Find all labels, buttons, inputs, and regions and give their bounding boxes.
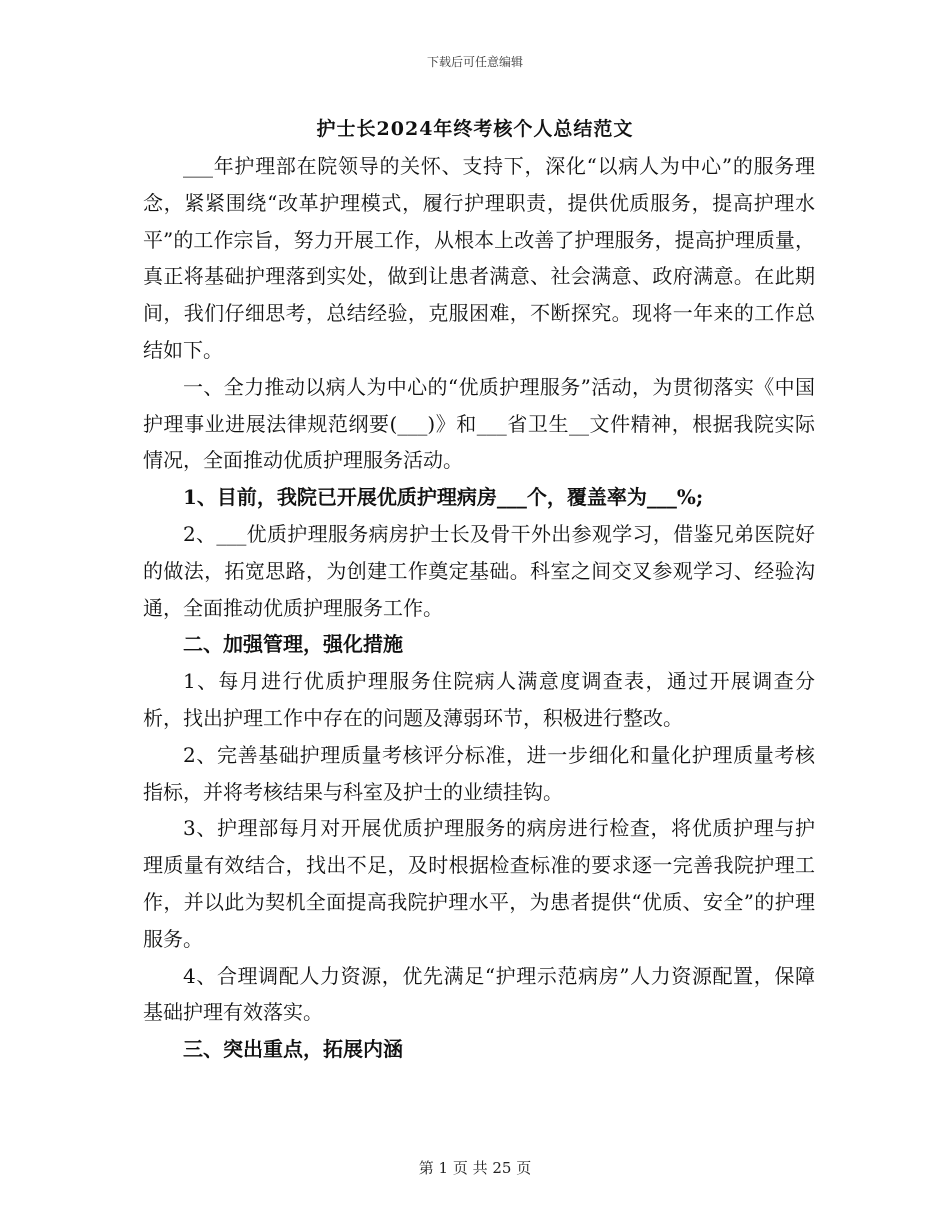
paragraph-item-1-2: 2、___优质护理服务病房护士长及骨干外出参观学习，借鉴兄弟医院好的做法，拓宽思路，为创建工作奠定基础。科室之间交叉参观学习、经验沟通，全面推动优质护理服务工作。 [143,521,815,620]
document-body [143,148,815,1068]
header-note: 下载后可任意编辑 [426,55,523,69]
paragraph-item-2-2: 2、完善基础护理质量考核评分标准，进一步细化和量化护理质量考核指标，并将考核结果与科室及护士的业绩挂钩。 [143,742,815,804]
section-heading-3: 三、突出重点，拓展内涵 [183,1037,403,1062]
page-number: 第 1 页 共 25 页 [418,1159,532,1177]
paragraph-item-2-3: 3、护理部每月对开展优质护理服务的病房进行检查，将优质护理与护理质量有效结合，找出不足，及时根据检查标准的要求逐一完善我院护理工作，并以此为契机全面提高我院护理水平，为患者提供“优质、安全”的护理服务。 [143,816,815,951]
paragraph-item-2-1: 1、每月进行优质护理服务住院病人满意度调查表，通过开展调查分析，找出护理工作中存在的问题及薄弱环节，积极进行整改。 [143,669,815,730]
paragraph-section-1: 一、全力推动以病人为中心的“优质护理服务”活动，为贯彻落实《中国护理事业进展法律规范纲要(___)》和___省卫生__文件精神，根据我院实际情况，全面推动优质护理服务活动。 [143,374,815,473]
section-heading-2: 二、加强管理，强化措施 [183,632,403,657]
document-title: 护士长2024年终考核个人总结范文 [316,118,634,140]
paragraph-intro: ___年护理部在院领导的关怀、支持下，深化“以病人为中心”的服务理念，紧紧围绕“改革护理模式，履行护理职责，提供优质服务，提高护理水平”的工作宗旨，努力开展工作，从根本上改善了护理服务，提高护理质量，真正将基础护理落到实处，做到让患者满意、社会满意、政府满意。在此期间，我们仔细思考，总结经验，克服困难，不断探究。现将一年来的工作总结如下。 [143,154,815,362]
paragraph-item-2-4: 4、合理调配人力资源，优先满足“护理示范病房”人力资源配置，保障基础护理有效落实。 [143,963,815,1025]
paragraph-item-1-1: 1、目前，我院已开展优质护理病房___个，覆盖率为___%; [183,485,704,510]
